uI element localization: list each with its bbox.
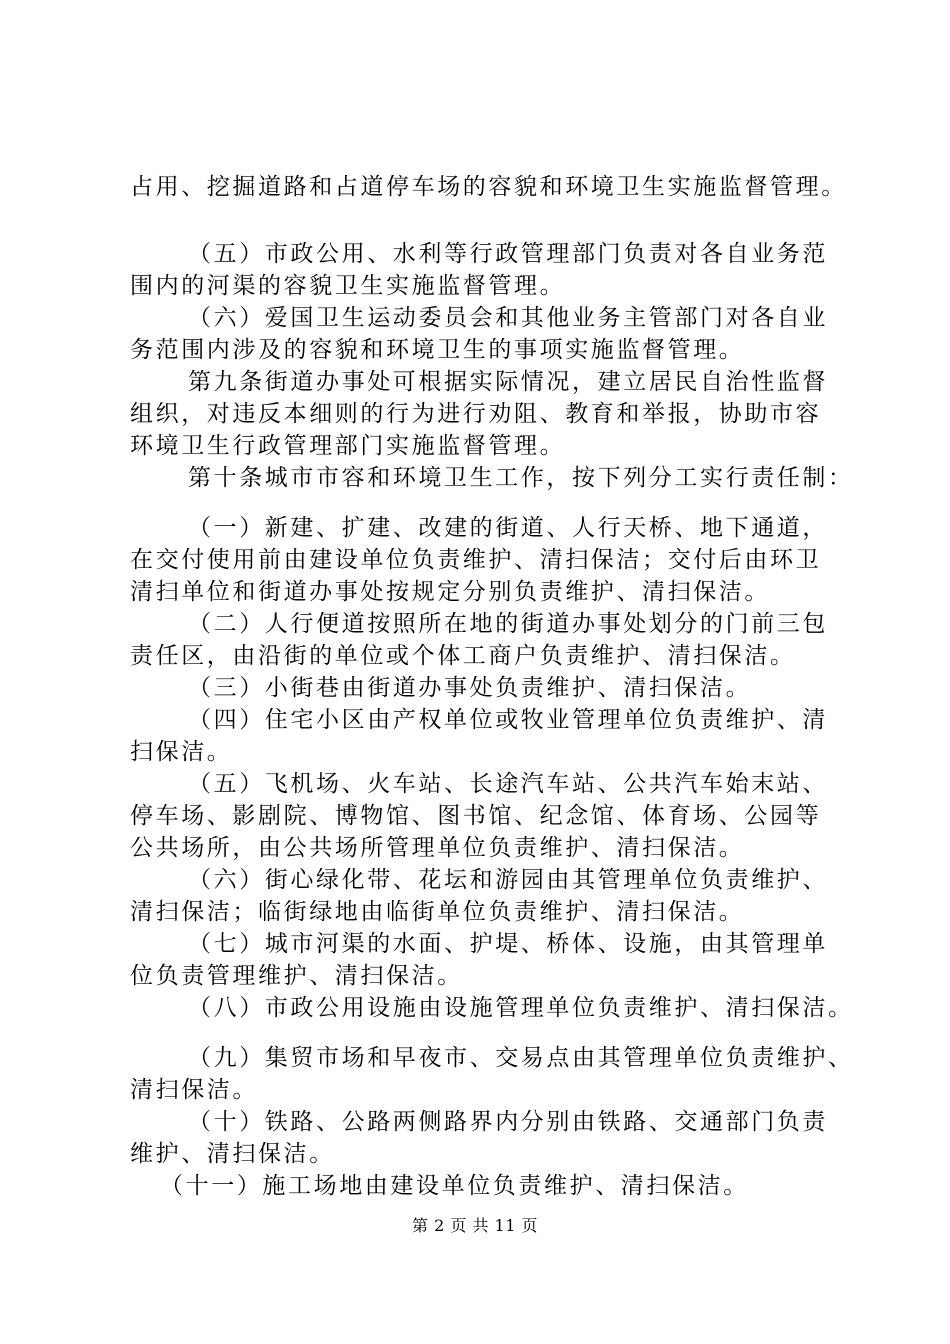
text-line: 清扫单位和街道办事处按规定分别负责维护、清扫保洁。 (130, 579, 770, 605)
text-line: （六）爱国卫生运动委员会和其他业务主管部门对各自业 (188, 305, 828, 331)
text-line: （一）新建、扩建、改建的街道、人行天桥、地下通道， (188, 515, 828, 541)
text-line: 组织，对违反本细则的行为进行劝阻、教育和举报，协助市容 (130, 401, 822, 427)
text-line: 清扫保洁。 (130, 1077, 258, 1103)
text-line: （二）人行便道按照所在地的街道办事处划分的门前三包 (188, 611, 828, 637)
text-line: 维护、清扫保洁。 (130, 1141, 335, 1167)
text-line: 围内的河渠的容貌卫生实施监督管理。 (130, 273, 566, 299)
text-line: （七）城市河渠的水面、护堤、桥体、设施，由其管理单 (188, 931, 828, 957)
text-line: 第九条街道办事处可根据实际情况，建立居民自治性监督 (188, 369, 828, 395)
text-line: （五）市政公用、水利等行政管理部门负责对各自业务范 (188, 241, 828, 267)
text-line: 务范围内涉及的容貌和环境卫生的事项实施监督管理。 (130, 337, 745, 363)
text-line: 责任区，由沿街的单位或个体工商户负责维护、清扫保洁。 (130, 643, 796, 669)
text-line: 公共场所，由公共场所管理单位负责维护、清扫保洁。 (130, 835, 745, 861)
text-line: 位负责管理维护、清扫保洁。 (130, 963, 463, 989)
text-line: 扫保洁。 (130, 739, 233, 765)
text-line: 在交付使用前由建设单位负责维护、清扫保洁；交付后由环卫 (130, 547, 822, 573)
text-line: （八）市政公用设施由设施管理单位负责维护、清扫保洁。 (188, 995, 854, 1021)
text-line: （十一）施工场地由建设单位负责维护、清扫保洁。 (160, 1173, 749, 1199)
text-line: （十）铁路、公路两侧路界内分别由铁路、交通部门负责 (188, 1109, 828, 1135)
text-line: 占用、挖掘道路和占道停车场的容貌和环境卫生实施监督管理。 (130, 174, 847, 200)
text-line: 环境卫生行政管理部门实施监督管理。 (130, 433, 566, 459)
text-line: （六）街心绿化带、花坛和游园由其管理单位负责维护、 (188, 867, 828, 893)
text-line: 清扫保洁；临街绿地由临街单位负责维护、清扫保洁。 (130, 899, 745, 925)
text-line: （五）飞机场、火车站、长途汽车站、公共汽车始末站、 (188, 771, 828, 797)
text-line: （四）住宅小区由产权单位或牧业管理单位负责维护、清 (188, 707, 828, 733)
page-number-footer: 第 2 页 共 11 页 (412, 1216, 538, 1235)
text-line: 停车场、影剧院、博物馆、图书馆、纪念馆、体育场、公园等 (130, 803, 822, 829)
text-line: （九）集贸市场和早夜市、交易点由其管理单位负责维护、 (188, 1045, 854, 1071)
text-line: （三）小街巷由街道办事处负责维护、清扫保洁。 (188, 675, 752, 701)
text-line: 第十条城市市容和环境卫生工作，按下列分工实行责任制： (188, 465, 854, 491)
